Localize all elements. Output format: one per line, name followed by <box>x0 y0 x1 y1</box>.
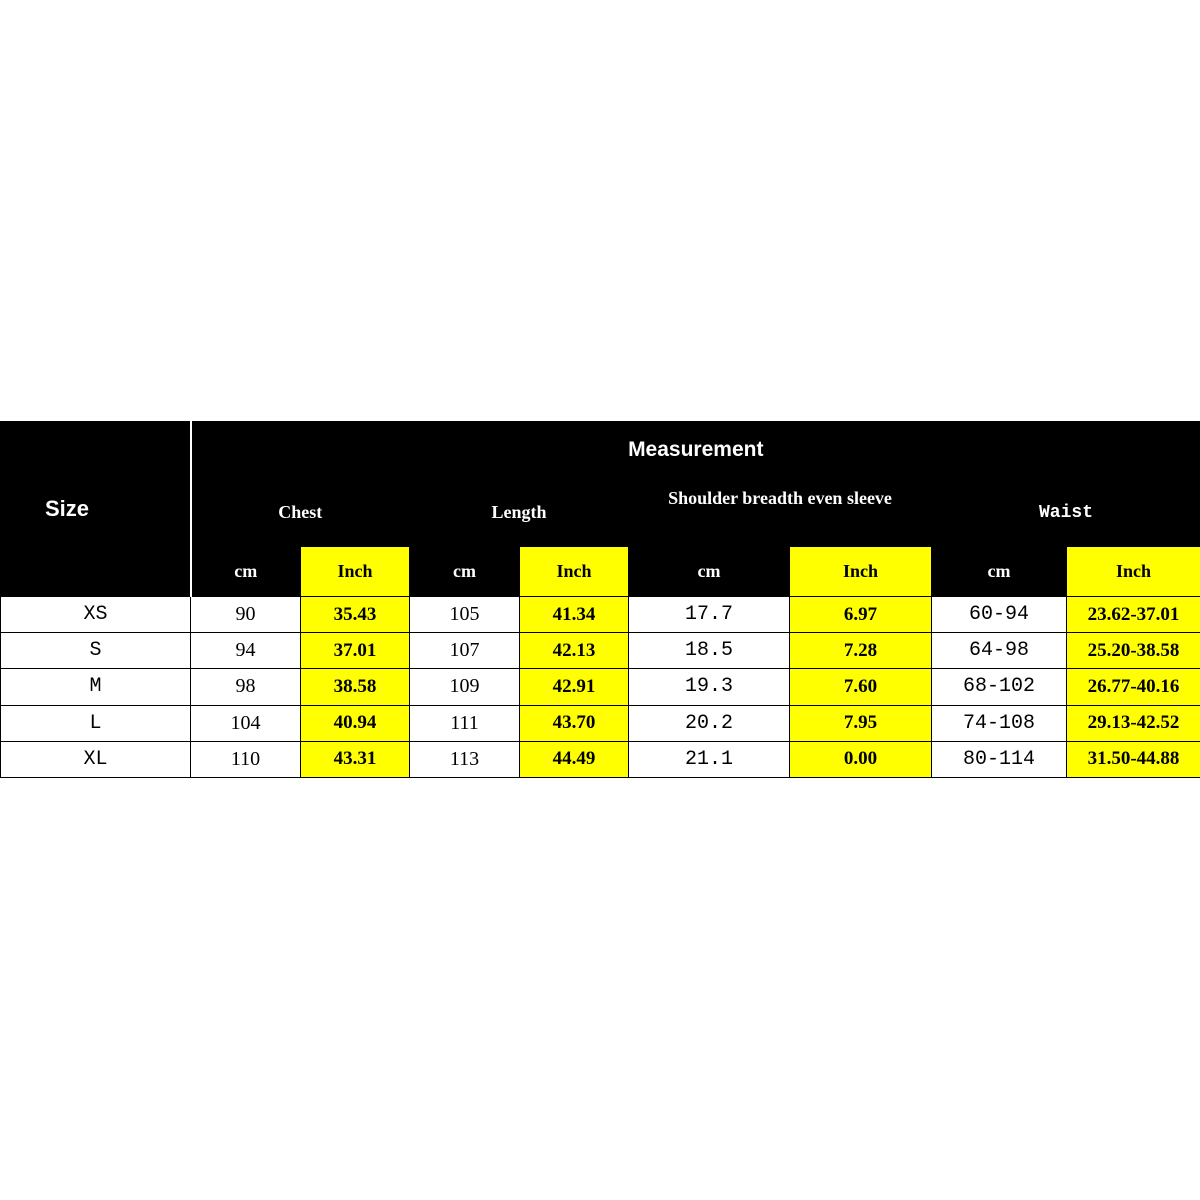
length-inch-cell: 41.34 <box>520 596 629 632</box>
chest-inch-cell: 37.01 <box>301 633 410 669</box>
length-inch-cell: 42.13 <box>520 633 629 669</box>
chest-inch-cell: 43.31 <box>301 741 410 777</box>
size-header: Size <box>1 422 191 597</box>
table-row <box>1 669 1200 705</box>
shoulder-cm-cell: 18.5 <box>629 633 790 669</box>
shoulder-inch-cell: 7.95 <box>790 705 932 741</box>
shoulder-inch-cell: 7.28 <box>790 633 932 669</box>
size-cell: M <box>1 669 191 705</box>
waist-cm-cell: 74-108 <box>932 705 1067 741</box>
shoulder-cm-cell: 19.3 <box>629 669 790 705</box>
chest-cm-cell: 94 <box>191 633 301 669</box>
chest-inch-cell: 40.94 <box>301 705 410 741</box>
waist-inch-cell: 26.77-40.16 <box>1067 669 1200 705</box>
size-cell: XL <box>1 741 191 777</box>
table-row <box>1 633 1200 669</box>
unit-shoulder-inch: Inch <box>790 546 932 596</box>
size-cell: L <box>1 705 191 741</box>
length-inch-cell: 43.70 <box>520 705 629 741</box>
unit-waist-cm: cm <box>932 546 1067 596</box>
measurement-header: Measurement <box>191 422 1200 479</box>
unit-length-cm: cm <box>410 546 520 596</box>
table-row <box>1 705 1200 741</box>
length-cm-cell: 111 <box>410 705 520 741</box>
shoulder-inch-cell: 7.60 <box>790 669 932 705</box>
waist-cm-cell: 80-114 <box>932 741 1067 777</box>
chest-inch-cell: 35.43 <box>301 596 410 632</box>
length-inch-cell: 44.49 <box>520 741 629 777</box>
waist-inch-cell: 29.13-42.52 <box>1067 705 1200 741</box>
shoulder-inch-cell: 6.97 <box>790 596 932 632</box>
unit-waist-inch: Inch <box>1067 546 1200 596</box>
table-row <box>1 596 1200 632</box>
shoulder-header: Shoulder breadth even sleeve <box>629 479 932 546</box>
shoulder-cm-cell: 21.1 <box>629 741 790 777</box>
shoulder-inch-cell: 0.00 <box>790 741 932 777</box>
waist-inch-cell: 25.20-38.58 <box>1067 633 1200 669</box>
size-cell: XS <box>1 596 191 632</box>
waist-cm-cell: 64-98 <box>932 633 1067 669</box>
unit-chest-inch: Inch <box>301 546 410 596</box>
chest-cm-cell: 90 <box>191 596 301 632</box>
unit-shoulder-cm: cm <box>629 546 790 596</box>
size-cell: S <box>1 633 191 669</box>
length-cm-cell: 107 <box>410 633 520 669</box>
shoulder-cm-cell: 20.2 <box>629 705 790 741</box>
waist-cm-cell: 68-102 <box>932 669 1067 705</box>
chest-cm-cell: 110 <box>191 741 301 777</box>
chest-header: Chest <box>191 479 410 546</box>
length-header: Length <box>410 479 629 546</box>
chest-cm-cell: 104 <box>191 705 301 741</box>
waist-inch-cell: 31.50-44.88 <box>1067 741 1200 777</box>
unit-length-inch: Inch <box>520 546 629 596</box>
waist-inch-cell: 23.62-37.01 <box>1067 596 1200 632</box>
chest-cm-cell: 98 <box>191 669 301 705</box>
shoulder-cm-cell: 17.7 <box>629 596 790 632</box>
size-chart-table <box>0 421 1200 778</box>
length-cm-cell: 105 <box>410 596 520 632</box>
length-cm-cell: 113 <box>410 741 520 777</box>
waist-cm-cell: 60-94 <box>932 596 1067 632</box>
header-row-measurement <box>1 422 1200 479</box>
length-inch-cell: 42.91 <box>520 669 629 705</box>
unit-chest-cm: cm <box>191 546 301 596</box>
chest-inch-cell: 38.58 <box>301 669 410 705</box>
table-row <box>1 741 1200 777</box>
length-cm-cell: 109 <box>410 669 520 705</box>
waist-header: Waist <box>932 479 1200 546</box>
